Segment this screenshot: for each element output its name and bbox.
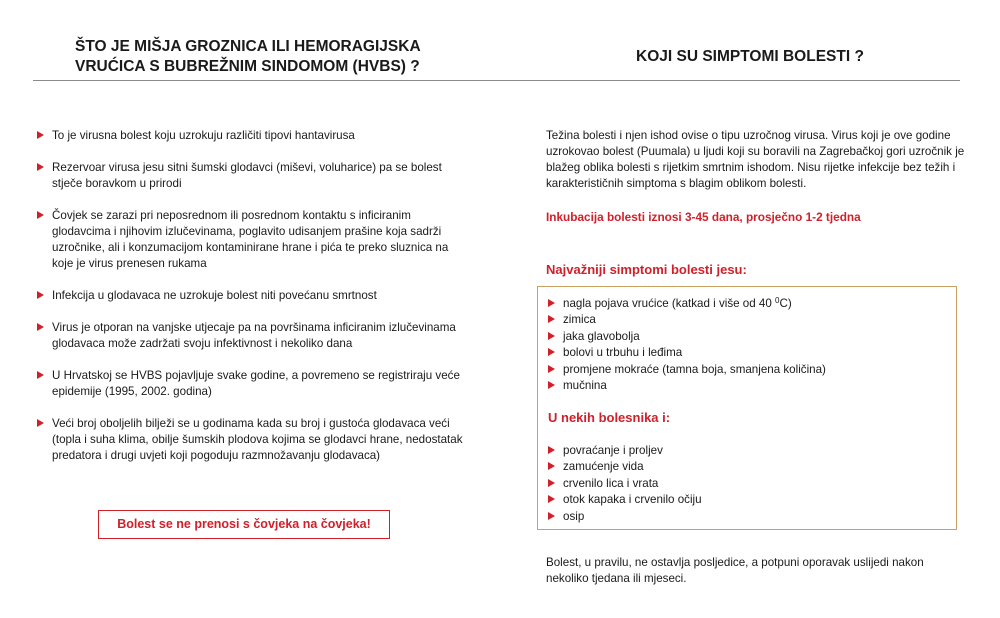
bullet-arrow-icon: [548, 462, 555, 470]
bullet-arrow-icon: [548, 299, 555, 307]
symptom-item: promjene mokraće (tamna boja, smanjena količina): [548, 362, 948, 378]
fact-item: Infekcija u glodavaca ne uzrokuje bolest niti povećanu smrtnost: [37, 288, 467, 304]
fact-item: Čovjek se zarazi pri neposrednom ili posrednom kontaktu s inficiranim glodavcima i njihovim izlučevinama, poglavito udisanjem prašine koja sadrži uzročnike, ali i konzumacijom kontaminirane hrane i pića te preko sluznica na koje je virus prenesen rukama: [37, 208, 467, 272]
symptom-item: povraćanje i proljev: [548, 443, 948, 459]
left-heading: [75, 37, 475, 77]
fact-item: Virus je otporan na vanjske utjecaje pa na površinama inficiranim izlučevinama glodavaca može zadržati svoju infektivnost i nekoliko dana: [37, 320, 467, 352]
fact-item: Veći broj oboljelih bilježi se u godinama kada su broj i gustoća glodavaca veći (topla i suha klima, obilje šumskih plodova kojima se glodavci hrane, nedostatak predatora i drugi uvjeti koji pogoduju razmnožavanju glodavaca): [37, 416, 467, 464]
bullet-arrow-icon: [37, 323, 44, 331]
outcome-paragraph: Bolest, u pravilu, ne ostavlja posljedice, a potpuni oporavak uslijedi nakon nekoliko tjedana ili mjeseci.: [546, 556, 924, 585]
bullet-arrow-icon: [37, 131, 44, 139]
symptom-item: nagla pojava vrućice (katkad i više od 40 $^0$C): [548, 296, 948, 312]
bullet-arrow-icon: [37, 163, 44, 171]
symptom-item: zamućenje vida: [548, 459, 948, 475]
fact-item: U Hrvatskoj se HVBS pojavljuje svake godine, a povremeno se registriraju veće epidemije (1995, 2002. godina): [37, 368, 467, 400]
symptom-item: mučnina: [548, 378, 948, 394]
bullet-arrow-icon: [548, 381, 555, 389]
symptom-item: crvenilo lica i vrata: [548, 476, 948, 492]
left-heading-line2: VRUĆICA S BUBREŽNIM SINDOMOM (HVBS) ?: [75, 58, 420, 75]
bullet-arrow-icon: [548, 348, 555, 356]
some-patients-title: U nekih bolesnika i:: [548, 410, 671, 425]
bullet-arrow-icon: [37, 211, 44, 219]
main-symptoms-list: [548, 296, 948, 394]
main-symptoms-title: Najvažniji simptomi bolesti jesu:: [546, 262, 747, 277]
fact-item: To je virusna bolest koju uzrokuju različiti tipovi hantavirusa: [37, 128, 467, 144]
warning-box: Bolest se ne prenosi s čovjeka na čovjeka!: [98, 510, 390, 539]
bullet-arrow-icon: [37, 371, 44, 379]
symptom-item: bolovi u trbuhu i leđima: [548, 345, 948, 361]
facts-list: [37, 128, 467, 480]
bullet-arrow-icon: [548, 495, 555, 503]
bullet-arrow-icon: [548, 512, 555, 520]
bullet-arrow-icon: [37, 291, 44, 299]
bullet-arrow-icon: [548, 332, 555, 340]
symptom-item: otok kapaka i crvenilo očiju: [548, 492, 948, 508]
bullet-arrow-icon: [37, 419, 44, 427]
bullet-arrow-icon: [548, 479, 555, 487]
some-symptoms-list: [548, 443, 948, 525]
left-divider: [33, 80, 500, 81]
fact-item: Rezervoar virusa jesu sitni šumski glodavci (miševi, voluharice) pa se bolest stječe boravkom u prirodi: [37, 160, 467, 192]
incubation-text: Inkubacija bolesti iznosi 3-45 dana, prosječno 1-2 tjedna: [546, 210, 861, 224]
right-divider: [500, 80, 960, 81]
symptoms-box: [537, 286, 957, 530]
right-panel: [500, 0, 1000, 618]
right-heading: KOJI SU SIMPTOMI BOLESTI ?: [636, 48, 864, 65]
symptom-item: jaka glavobolja: [548, 329, 948, 345]
symptom-item: zimica: [548, 312, 948, 328]
symptom-item: osip: [548, 509, 948, 525]
bullet-arrow-icon: [548, 446, 555, 454]
bullet-arrow-icon: [548, 365, 555, 373]
bullet-arrow-icon: [548, 315, 555, 323]
intro-paragraph: Težina bolesti i njen ishod ovise o tipu uzročnog virusa. Virus koji je ove godine uzrokovao bolest (Puumala) u ljudi koji su boravili na Zagrebačkoj gori uzročnik je blažeg oblika bolesti s rijetkim smrtnim ishodom. Nisu rijetke infekcije bez težih i karakterističnih simptoma s blagim oblikom bolesti.: [546, 129, 965, 190]
left-heading-line1: ŠTO JE MIŠJA GROZNICA ILI HEMORAGIJSKA: [75, 38, 421, 55]
